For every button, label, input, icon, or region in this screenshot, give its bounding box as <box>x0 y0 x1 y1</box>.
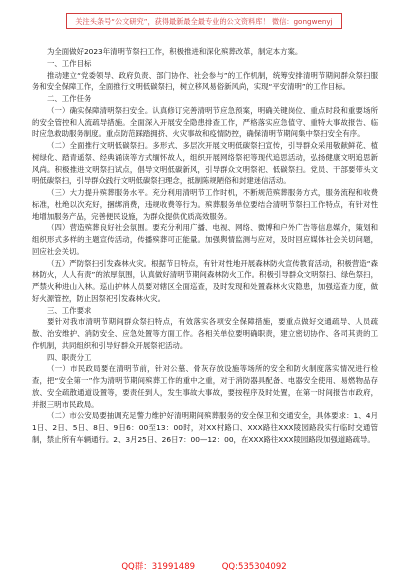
paragraph: （一）确实保障清明祭扫安全。认真修订完善清明节应急预案，明确关键岗位、重点时段和重要场所的安全管控和人流疏导措施。全面深入开展安全隐患排查工作，严格落实应急值守、重特大事故报告、临时应急救助服务制度。重点防范踩踏拥挤、火灾事故和疫情防控，确保清明节期间集中祭扫安全有序。 <box>32 105 378 139</box>
promo-banner: 关注头条号“公文研究”，获得最新最全最专业的公文资料库！ 微信：gongwenyj <box>66 13 342 29</box>
paragraph: 为全面做好2023年清明节祭扫工作，积极推进和深化殡葬改革，制定本方案。 <box>47 47 303 56</box>
section-heading: 四、职责分工 <box>47 352 92 362</box>
section-heading: 二、工作任务 <box>47 94 92 103</box>
paragraph: （三）大力提升殡葬服务水平。充分利用清明节工作时机，不断规范殡葬服务方式，服务流程和收费标准，杜绝以次充好，捆绑消费，违规收费等行为。殡葬服务单位要结合清明节祭扫工作特点，有针对性地增加服务产品，完善便民设施，为群众提供优质高效服务。 <box>32 188 378 221</box>
section-heading: 一、工作目标 <box>47 58 92 68</box>
paragraph: （一）市民政局要在清明节前，针对公墓、骨灰存放设施等场所的安全和防火制度落实情况进行检查，把“安全第一”作为清明节期间殡葬工作的重中之重，对于消防器具配备、电器安全使用、易燃物品存放、安全疏散通道设置等，要责任到人，发生事故大事故，要按程序及时处置，在第一时间报告市政府，并报三明市民政局。 <box>32 364 378 409</box>
paragraph: （四）营造殡葬良好社会氛围。要充分利用广播、电视、网络、微博和户外广告等信息媒介，策划和组织形式多样的主题宣传活动，传播殡葬可正能量。加强舆情监测与应对，及时回应媒体社会关切问题，回应社会关切。 <box>32 223 378 256</box>
footer <box>0 560 408 572</box>
section-heading: 三、工作要求 <box>47 305 92 315</box>
paragraph: 要针对我市清明节期间群众祭扫特点，有效落实各项安全保障措施，要重点做好交通疏导、人员疏散、治安维护、消防安全、应急处置等方面工作。各相关单位要明确职责，建立密切协作、各司其责的工作机制，共同组织和引导好群众开展祭祀活动。 <box>32 317 378 350</box>
paragraph: （五）严防祭扫引发森林火灾。根据节日特点，有针对性地开展森林防火宣传教育活动，积极营造“森林防火，人人有责”的浓厚氛围，认真做好清明节期间森林防火工作。积极引导群众文明祭扫、绿色祭扫，严禁火种进山入林。巡山护林人员要对辖区全面巡查，及时发现和处置森林火灾隐患，加强巡查力度，做好火源管控，防止因祭祀引发森林火灾。 <box>32 258 378 303</box>
footer-qq: QQ:535304092 <box>221 562 287 572</box>
document-body <box>32 46 378 446</box>
footer-qq-group: QQ群：31991489 <box>121 562 196 572</box>
paragraph: （二）全面推行文明低碳祭扫。多形式、多层次开展文明低碳祭扫宣传，引导群众采用敬献鲜花、植树绿化、踏青遥祭、经典诵读等方式缅怀故人，组织开展网络祭祀等现代追思活动，弘扬健康文明追思新风尚。积极推进文明祭扫试点，倡导文明低碳新风，引导群众文明祭祀、低碳祭扫。党员、干部要带头文明低碳祭扫，引导群众践行文明低碳祭扫理念，抵制陈规陋俗和封建迷信活动。 <box>32 141 378 186</box>
paragraph: 推动建立“党委领导、政府负责、部门协作、社会参与”的工作机制，统筹安排清明节期间群众祭扫服务和安全保障工作，全面推行文明低碳祭扫，树立移风易俗新风尚，实现“平安清明”的工作目标。 <box>32 70 378 92</box>
paragraph: （二）市公安局要抽调充足警力维护好清明期间殡葬服务的安全保卫和交通安全，具体要求：1、4月1日、2日、5日、8日、9日6：00至13：00时，对XX村路口、XXX路往XXX陵园路段实行临时交通管制，禁止所有车辆通行。2、3月25日、26日7：00—12：00，在XXX路往XXX陵园路段加强道路疏导。 <box>32 411 378 444</box>
